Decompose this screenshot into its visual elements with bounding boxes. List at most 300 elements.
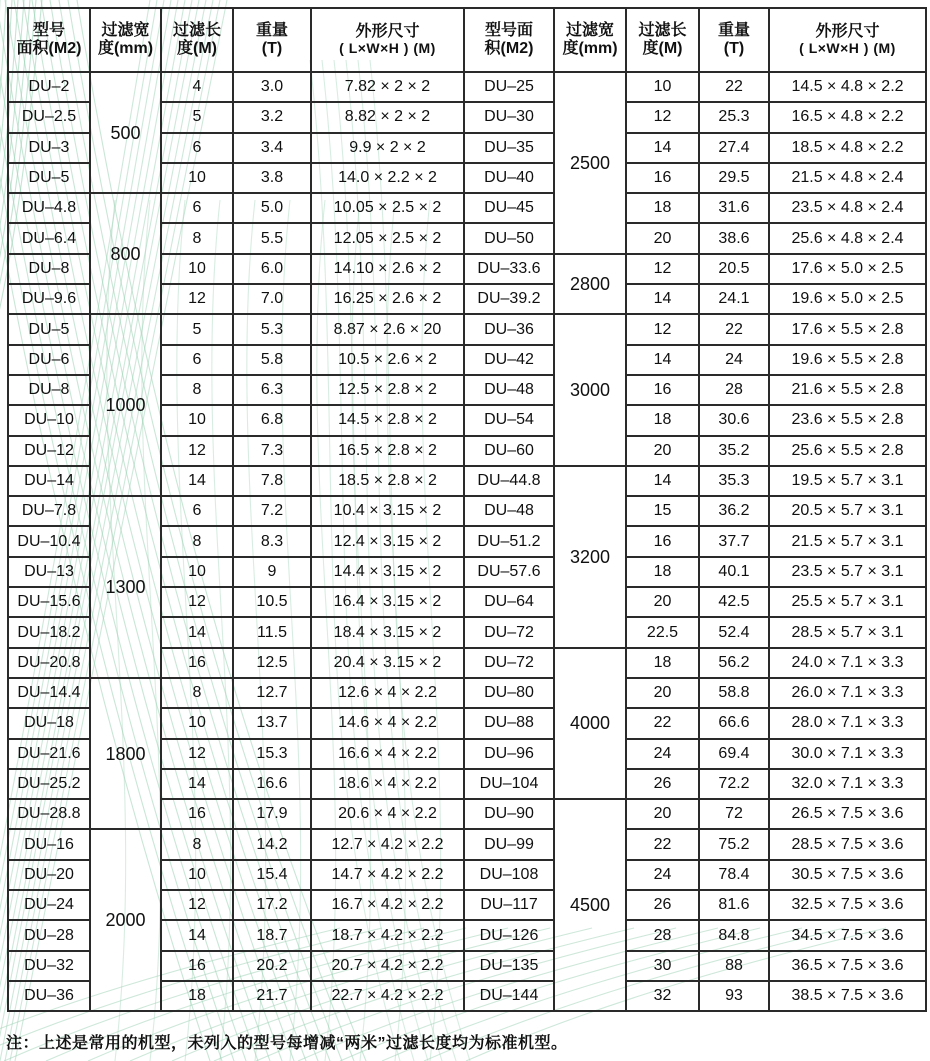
length-cell: 20: [626, 678, 699, 708]
model-cell: DU–25.2: [8, 769, 90, 799]
model-cell: DU–28: [8, 920, 90, 950]
dims-cell: 14.5 × 4.8 × 2.2: [769, 72, 926, 102]
weight-cell: 7.2: [233, 496, 311, 526]
weight-cell: 20.2: [233, 951, 311, 981]
weight-cell: 20.5: [699, 254, 769, 284]
dims-cell: 14.7 × 4.2 × 2.2: [311, 860, 464, 890]
weight-cell: 78.4: [699, 860, 769, 890]
model-cell: DU–2.5: [8, 102, 90, 132]
length-cell: 18: [626, 557, 699, 587]
model-cell: DU–18.2: [8, 617, 90, 647]
dims-cell: 19.6 × 5.5 × 2.8: [769, 345, 926, 375]
model-cell: DU–96: [464, 739, 554, 769]
header-line: 过滤宽: [101, 22, 150, 40]
model-cell: DU–30: [464, 102, 554, 132]
weight-cell: 5.5: [233, 223, 311, 253]
dims-cell: 20.4 × 3.15 × 2: [311, 648, 464, 678]
weight-cell: 3.4: [233, 133, 311, 163]
dims-cell: 38.5 × 7.5 × 3.6: [769, 981, 926, 1011]
header-line: 度(mm): [562, 40, 618, 57]
dims-cell: 12.6 × 4 × 2.2: [311, 678, 464, 708]
header-line: 过滤宽: [565, 22, 614, 40]
dims-cell: 20.7 × 4.2 × 2.2: [311, 951, 464, 981]
length-cell: 8: [161, 526, 233, 556]
table-header: [8, 8, 926, 72]
header-line: 面积(M2): [16, 40, 82, 57]
model-cell: DU–24: [8, 890, 90, 920]
length-cell: 10: [161, 708, 233, 738]
dims-cell: 32.5 × 7.5 × 3.6: [769, 890, 926, 920]
width-cell: 4500: [554, 799, 626, 1011]
weight-cell: 5.8: [233, 345, 311, 375]
weight-cell: 15.4: [233, 860, 311, 890]
footnote: 注：上述是常用的机型，未列入的型号每增减“两米”过滤长度均为标准机型。: [6, 1035, 568, 1052]
model-cell: DU–6.4: [8, 223, 90, 253]
header-length-left: [161, 8, 233, 72]
length-cell: 20: [626, 436, 699, 466]
length-cell: 16: [161, 648, 233, 678]
dims-cell: 20.6 × 4 × 2.2: [311, 799, 464, 829]
length-cell: 26: [626, 769, 699, 799]
model-cell: DU–54: [464, 405, 554, 435]
weight-cell: 7.0: [233, 284, 311, 314]
model-cell: DU–36: [464, 314, 554, 344]
header-line: 外形尺寸: [355, 23, 420, 41]
weight-cell: 12.7: [233, 678, 311, 708]
header-model-right: [464, 8, 554, 72]
weight-cell: 42.5: [699, 587, 769, 617]
header-model-left: [8, 8, 90, 72]
header-row: [8, 8, 926, 72]
model-cell: DU–4.8: [8, 193, 90, 223]
length-cell: 28: [626, 920, 699, 950]
model-cell: DU–64: [464, 587, 554, 617]
length-cell: 22.5: [626, 617, 699, 647]
header-line: 型号面: [484, 22, 533, 40]
dims-cell: 17.6 × 5.0 × 2.5: [769, 254, 926, 284]
weight-cell: 6.3: [233, 375, 311, 405]
weight-cell: 8.3: [233, 526, 311, 556]
model-cell: DU–21.6: [8, 739, 90, 769]
length-cell: 22: [626, 829, 699, 859]
width-cell: 3000: [554, 314, 626, 465]
dims-cell: 14.5 × 2.8 × 2: [311, 405, 464, 435]
model-cell: DU–5: [8, 314, 90, 344]
weight-cell: 37.7: [699, 526, 769, 556]
table-row: [8, 193, 926, 223]
model-cell: DU–104: [464, 769, 554, 799]
weight-cell: 30.6: [699, 405, 769, 435]
dims-cell: 9.9 × 2 × 2: [311, 133, 464, 163]
model-cell: DU–57.6: [464, 557, 554, 587]
length-cell: 6: [161, 133, 233, 163]
model-cell: DU–2: [8, 72, 90, 102]
length-cell: 26: [626, 890, 699, 920]
dims-cell: 18.5 × 2.8 × 2: [311, 466, 464, 496]
dims-cell: 16.5 × 2.8 × 2: [311, 436, 464, 466]
weight-cell: 14.2: [233, 829, 311, 859]
length-cell: 18: [626, 405, 699, 435]
length-cell: 20: [626, 799, 699, 829]
header-dims-left: [311, 8, 464, 72]
length-cell: 16: [161, 951, 233, 981]
dims-cell: 18.6 × 4 × 2.2: [311, 769, 464, 799]
weight-cell: 9: [233, 557, 311, 587]
model-cell: DU–10.4: [8, 526, 90, 556]
weight-cell: 81.6: [699, 890, 769, 920]
model-cell: DU–45: [464, 193, 554, 223]
weight-cell: 24.1: [699, 284, 769, 314]
length-cell: 6: [161, 193, 233, 223]
model-cell: DU–39.2: [464, 284, 554, 314]
weight-cell: 5.3: [233, 314, 311, 344]
weight-cell: 29.5: [699, 163, 769, 193]
model-cell: DU–60: [464, 436, 554, 466]
weight-cell: 27.4: [699, 133, 769, 163]
model-cell: DU–15.6: [8, 587, 90, 617]
length-cell: 10: [161, 557, 233, 587]
length-cell: 12: [626, 102, 699, 132]
header-line: 外形尺寸: [815, 23, 880, 41]
dims-cell: 12.05 × 2.5 × 2: [311, 223, 464, 253]
length-cell: 12: [161, 890, 233, 920]
model-cell: DU–48: [464, 375, 554, 405]
model-cell: DU–126: [464, 920, 554, 950]
weight-cell: 18.7: [233, 920, 311, 950]
weight-cell: 7.3: [233, 436, 311, 466]
model-cell: DU–33.6: [464, 254, 554, 284]
dims-cell: 28.5 × 5.7 × 3.1: [769, 617, 926, 647]
weight-cell: 10.5: [233, 587, 311, 617]
header-width-left: [90, 8, 161, 72]
length-cell: 14: [626, 345, 699, 375]
model-cell: DU–7.8: [8, 496, 90, 526]
weight-cell: 17.9: [233, 799, 311, 829]
weight-cell: 84.8: [699, 920, 769, 950]
weight-cell: 13.7: [233, 708, 311, 738]
dims-cell: 16.7 × 4.2 × 2.2: [311, 890, 464, 920]
weight-cell: 31.6: [699, 193, 769, 223]
weight-cell: 7.8: [233, 466, 311, 496]
length-cell: 16: [626, 375, 699, 405]
width-cell: 2500: [554, 72, 626, 254]
length-cell: 8: [161, 223, 233, 253]
length-cell: 10: [161, 163, 233, 193]
dims-cell: 17.6 × 5.5 × 2.8: [769, 314, 926, 344]
header-line: 型号: [32, 22, 65, 40]
weight-cell: 28: [699, 375, 769, 405]
model-cell: DU–108: [464, 860, 554, 890]
weight-cell: 15.3: [233, 739, 311, 769]
weight-cell: 72.2: [699, 769, 769, 799]
length-cell: 16: [626, 526, 699, 556]
model-cell: DU–48: [464, 496, 554, 526]
weight-cell: 35.2: [699, 436, 769, 466]
model-cell: DU–14.4: [8, 678, 90, 708]
weight-cell: 40.1: [699, 557, 769, 587]
dims-cell: 21.5 × 5.7 × 3.1: [769, 526, 926, 556]
dims-cell: 10.4 × 3.15 × 2: [311, 496, 464, 526]
length-cell: 12: [161, 284, 233, 314]
model-cell: DU–40: [464, 163, 554, 193]
width-cell: 1300: [90, 496, 161, 678]
header-line: 度(M): [642, 40, 683, 57]
dims-cell: 25.5 × 5.7 × 3.1: [769, 587, 926, 617]
model-cell: DU–36: [8, 981, 90, 1011]
model-cell: DU–72: [464, 648, 554, 678]
dims-cell: 23.5 × 5.7 × 3.1: [769, 557, 926, 587]
header-line: 度(mm): [97, 40, 154, 57]
dims-cell: 18.5 × 4.8 × 2.2: [769, 133, 926, 163]
dims-cell: 16.4 × 3.15 × 2: [311, 587, 464, 617]
dims-cell: 30.0 × 7.1 × 3.3: [769, 739, 926, 769]
model-cell: DU–3: [8, 133, 90, 163]
width-cell: 1000: [90, 314, 161, 496]
length-cell: 6: [161, 345, 233, 375]
model-cell: DU–13: [8, 557, 90, 587]
model-cell: DU–20.8: [8, 648, 90, 678]
filter-spec-table: [7, 7, 927, 1012]
model-cell: DU–88: [464, 708, 554, 738]
dims-cell: 30.5 × 7.5 × 3.6: [769, 860, 926, 890]
header-line: ( L×W×H ) (M): [339, 40, 436, 57]
header-line: (T): [723, 40, 745, 57]
dims-cell: 21.5 × 4.8 × 2.4: [769, 163, 926, 193]
header-line: 重量: [717, 22, 750, 40]
dims-cell: 28.5 × 7.5 × 3.6: [769, 829, 926, 859]
length-cell: 16: [161, 799, 233, 829]
weight-cell: 72: [699, 799, 769, 829]
length-cell: 14: [626, 466, 699, 496]
model-cell: DU–12: [8, 436, 90, 466]
header-line: ( L×W×H ) (M): [799, 40, 896, 57]
weight-cell: 5.0: [233, 193, 311, 223]
length-cell: 24: [626, 739, 699, 769]
table-row: [8, 496, 926, 526]
model-cell: DU–8: [8, 254, 90, 284]
weight-cell: 17.2: [233, 890, 311, 920]
dims-cell: 16.25 × 2.6 × 2: [311, 284, 464, 314]
length-cell: 14: [161, 466, 233, 496]
weight-cell: 12.5: [233, 648, 311, 678]
length-cell: 14: [161, 617, 233, 647]
length-cell: 5: [161, 314, 233, 344]
model-cell: DU–16: [8, 829, 90, 859]
dims-cell: 32.0 × 7.1 × 3.3: [769, 769, 926, 799]
header-line: 度(M): [177, 40, 217, 57]
length-cell: 18: [161, 981, 233, 1011]
model-cell: DU–9.6: [8, 284, 90, 314]
length-cell: 14: [626, 284, 699, 314]
dims-cell: 23.6 × 5.5 × 2.8: [769, 405, 926, 435]
length-cell: 16: [626, 163, 699, 193]
weight-cell: 93: [699, 981, 769, 1011]
header-line: (T): [261, 40, 283, 57]
width-cell: 4000: [554, 648, 626, 799]
length-cell: 14: [626, 133, 699, 163]
dims-cell: 28.0 × 7.1 × 3.3: [769, 708, 926, 738]
model-cell: DU–28.8: [8, 799, 90, 829]
length-cell: 5: [161, 102, 233, 132]
table-body: [8, 72, 926, 1011]
dims-cell: 8.82 × 2 × 2: [311, 102, 464, 132]
length-cell: 14: [161, 769, 233, 799]
weight-cell: 75.2: [699, 829, 769, 859]
weight-cell: 3.2: [233, 102, 311, 132]
length-cell: 12: [626, 314, 699, 344]
weight-cell: 35.3: [699, 466, 769, 496]
weight-cell: 21.7: [233, 981, 311, 1011]
table-row: [8, 829, 926, 859]
dims-cell: 14.0 × 2.2 × 2: [311, 163, 464, 193]
weight-cell: 88: [699, 951, 769, 981]
header-line: 重量: [255, 22, 288, 40]
dims-cell: 22.7 × 4.2 × 2.2: [311, 981, 464, 1011]
weight-cell: 6.0: [233, 254, 311, 284]
model-cell: DU–10: [8, 405, 90, 435]
dims-cell: 18.7 × 4.2 × 2.2: [311, 920, 464, 950]
header-line: 积(M2): [484, 40, 534, 57]
weight-cell: 58.8: [699, 678, 769, 708]
length-cell: 8: [161, 678, 233, 708]
weight-cell: 22: [699, 314, 769, 344]
length-cell: 12: [161, 587, 233, 617]
table-row: [8, 314, 926, 344]
dims-cell: 25.6 × 4.8 × 2.4: [769, 223, 926, 253]
model-cell: DU–20: [8, 860, 90, 890]
model-cell: DU–25: [464, 72, 554, 102]
length-cell: 8: [161, 375, 233, 405]
dims-cell: 18.4 × 3.15 × 2: [311, 617, 464, 647]
length-cell: 10: [161, 405, 233, 435]
weight-cell: 36.2: [699, 496, 769, 526]
header-length-right: [626, 8, 699, 72]
weight-cell: 22: [699, 72, 769, 102]
model-cell: DU–44.8: [464, 466, 554, 496]
length-cell: 18: [626, 193, 699, 223]
dims-cell: 19.5 × 5.7 × 3.1: [769, 466, 926, 496]
model-cell: DU–144: [464, 981, 554, 1011]
dims-cell: 19.6 × 5.0 × 2.5: [769, 284, 926, 314]
model-cell: DU–80: [464, 678, 554, 708]
dims-cell: 16.6 × 4 × 2.2: [311, 739, 464, 769]
model-cell: DU–90: [464, 799, 554, 829]
dims-cell: 10.05 × 2.5 × 2: [311, 193, 464, 223]
model-cell: DU–14: [8, 466, 90, 496]
length-cell: 24: [626, 860, 699, 890]
model-cell: DU–42: [464, 345, 554, 375]
table-row: [8, 72, 926, 102]
header-width-right: [554, 8, 626, 72]
dims-cell: 36.5 × 7.5 × 3.6: [769, 951, 926, 981]
weight-cell: 6.8: [233, 405, 311, 435]
length-cell: 12: [161, 739, 233, 769]
model-cell: DU–135: [464, 951, 554, 981]
dims-cell: 24.0 × 7.1 × 3.3: [769, 648, 926, 678]
weight-cell: 3.8: [233, 163, 311, 193]
dims-cell: 10.5 × 2.6 × 2: [311, 345, 464, 375]
model-cell: DU–50: [464, 223, 554, 253]
width-cell: 3200: [554, 466, 626, 648]
model-cell: DU–35: [464, 133, 554, 163]
weight-cell: 25.3: [699, 102, 769, 132]
weight-cell: 11.5: [233, 617, 311, 647]
length-cell: 22: [626, 708, 699, 738]
length-cell: 20: [626, 223, 699, 253]
length-cell: 6: [161, 496, 233, 526]
width-cell: 2800: [554, 254, 626, 315]
dims-cell: 34.5 × 7.5 × 3.6: [769, 920, 926, 950]
header-weight-right: [699, 8, 769, 72]
weight-cell: 38.6: [699, 223, 769, 253]
model-cell: DU–99: [464, 829, 554, 859]
weight-cell: 66.6: [699, 708, 769, 738]
length-cell: 32: [626, 981, 699, 1011]
width-cell: 2000: [90, 829, 161, 1011]
dims-cell: 26.5 × 7.5 × 3.6: [769, 799, 926, 829]
header-dims-right: [769, 8, 926, 72]
length-cell: 8: [161, 829, 233, 859]
model-cell: DU–6: [8, 345, 90, 375]
length-cell: 10: [161, 254, 233, 284]
length-cell: 10: [626, 72, 699, 102]
dims-cell: 20.5 × 5.7 × 3.1: [769, 496, 926, 526]
dims-cell: 14.4 × 3.15 × 2: [311, 557, 464, 587]
length-cell: 15: [626, 496, 699, 526]
weight-cell: 3.0: [233, 72, 311, 102]
dims-cell: 25.6 × 5.5 × 2.8: [769, 436, 926, 466]
length-cell: 20: [626, 587, 699, 617]
weight-cell: 16.6: [233, 769, 311, 799]
weight-cell: 69.4: [699, 739, 769, 769]
width-cell: 800: [90, 193, 161, 314]
model-cell: DU–72: [464, 617, 554, 647]
length-cell: 4: [161, 72, 233, 102]
length-cell: 14: [161, 920, 233, 950]
width-cell: 500: [90, 72, 161, 193]
table-row: [8, 678, 926, 708]
header-line: 过滤长: [638, 22, 687, 40]
model-cell: DU–18: [8, 708, 90, 738]
dims-cell: 26.0 × 7.1 × 3.3: [769, 678, 926, 708]
header-line: 过滤长: [172, 22, 221, 40]
length-cell: 12: [161, 436, 233, 466]
length-cell: 10: [161, 860, 233, 890]
dims-cell: 7.82 × 2 × 2: [311, 72, 464, 102]
weight-cell: 24: [699, 345, 769, 375]
dims-cell: 12.7 × 4.2 × 2.2: [311, 829, 464, 859]
width-cell: 1800: [90, 678, 161, 829]
dims-cell: 23.5 × 4.8 × 2.4: [769, 193, 926, 223]
dims-cell: 14.6 × 4 × 2.2: [311, 708, 464, 738]
dims-cell: 12.5 × 2.8 × 2: [311, 375, 464, 405]
dims-cell: 12.4 × 3.15 × 2: [311, 526, 464, 556]
dims-cell: 14.10 × 2.6 × 2: [311, 254, 464, 284]
model-cell: DU–117: [464, 890, 554, 920]
dims-cell: 21.6 × 5.5 × 2.8: [769, 375, 926, 405]
weight-cell: 52.4: [699, 617, 769, 647]
model-cell: DU–8: [8, 375, 90, 405]
dims-cell: 8.87 × 2.6 × 20: [311, 314, 464, 344]
model-cell: DU–5: [8, 163, 90, 193]
length-cell: 18: [626, 648, 699, 678]
length-cell: 30: [626, 951, 699, 981]
model-cell: DU–32: [8, 951, 90, 981]
weight-cell: 56.2: [699, 648, 769, 678]
length-cell: 12: [626, 254, 699, 284]
model-cell: DU–51.2: [464, 526, 554, 556]
dims-cell: 16.5 × 4.8 × 2.2: [769, 102, 926, 132]
